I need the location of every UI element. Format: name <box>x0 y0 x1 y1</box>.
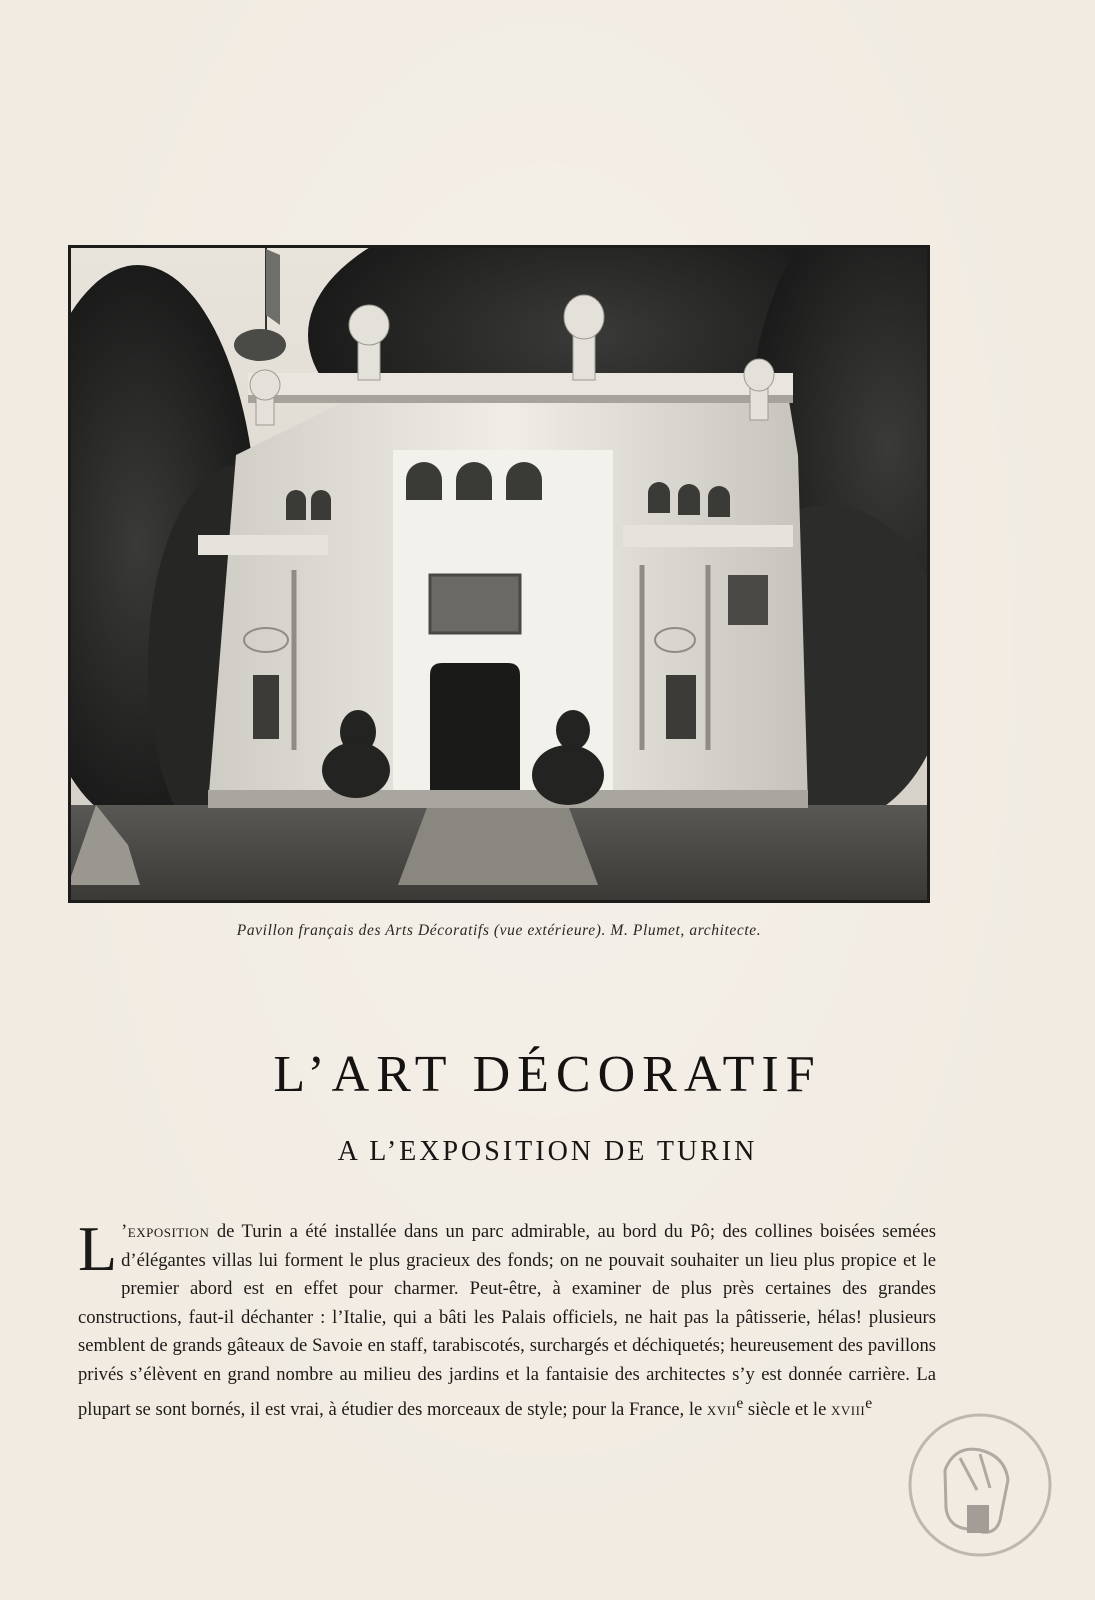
century-xviii: xviii <box>831 1398 866 1420</box>
century-xvii-sup: e <box>736 1394 744 1412</box>
photo-caption: Pavillon français des Arts Décoratifs (vue extérieure). M. Plumet, architecte. <box>236 922 762 939</box>
body-text-part1: de Turin a été installée dans un parc admirable, au bord du Pô; des collines boisées semées d’élégantes villas lui forment le plus gracieux des fonds; on ne pouvait souhaiter un lieu plus propice et le premier abord est en effet pour charmer. Peut-être, à examiner de plus près certaines des grandes constructions, faut-il déchanter : l’Italie, qui a bâti les Palais officiels, ne hait pas la pâtisserie, hélas! plusieurs semblent de grands gâteaux de Savoie en staff, tarabiscotés, surchargés et déchiquetés; heureusement des pavillons privés s’élèvent en grand nombre au milieu des jardins et la fantaisie des architectes s’y est donnée carrière. La plupart se sont bornés, il est vrai, à étudier des morceaux de style; pour la France, le <box>78 1221 936 1420</box>
century-xviii-sup: e <box>865 1394 873 1412</box>
article-body <box>78 1213 936 1424</box>
century-xvii: xvii <box>706 1398 737 1420</box>
hand-holding-book-stamp-icon <box>905 1410 1055 1560</box>
body-text-part2: siècle et le <box>743 1398 831 1420</box>
article-subtitle: A L’EXPOSITION DE TURIN <box>337 1136 758 1167</box>
pavilion-photograph <box>68 245 930 903</box>
drop-cap: L <box>78 1213 118 1284</box>
lead-smallcaps: ’exposition <box>121 1221 210 1242</box>
article-title: L’ART DÉCORATIF <box>273 1046 822 1103</box>
photograph-drawing <box>68 245 930 903</box>
